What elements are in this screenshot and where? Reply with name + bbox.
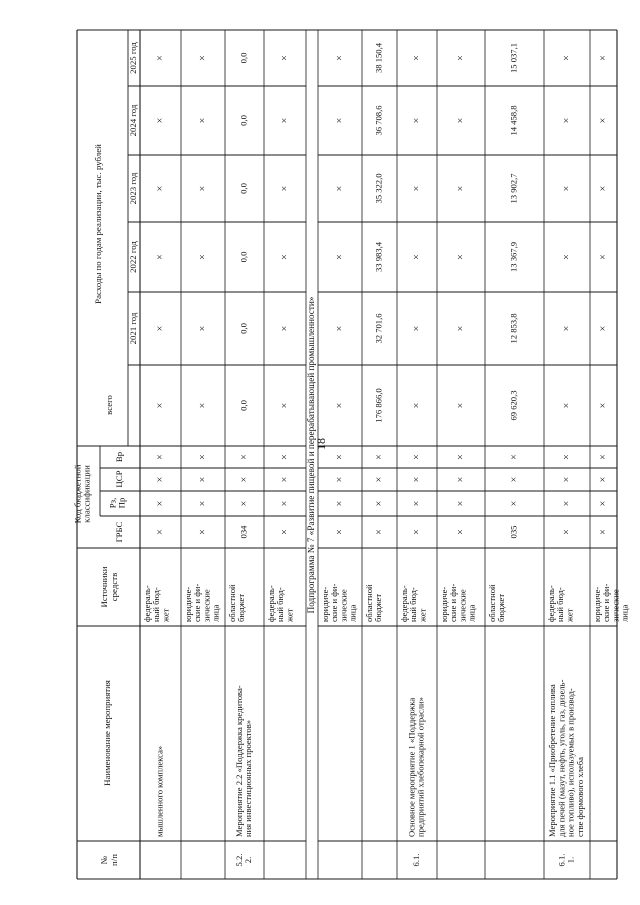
value-y2022-cell: 33 983,4 [373,241,384,273]
activity-name: мышленного комплекса» [154,745,165,837]
header-total: всего [104,395,115,415]
code-rzpr-cell: × [197,500,209,507]
value-y2022-cell: × [411,254,423,260]
header-code-group: Код бюджетной [72,464,83,524]
code-csr-cell: × [597,476,609,483]
value-y2025-cell: × [411,55,423,61]
value-y2025-cell: × [197,55,209,61]
code-csr-cell: × [197,476,209,483]
value-y2023-cell: × [561,185,573,192]
funding-source: жет [284,608,295,622]
funding-source: бюджет [373,593,384,622]
funding-source: ские и фи- [448,583,459,622]
header-rzpr: Рз, [107,497,118,509]
value-y2021-cell: 32 701,6 [373,313,384,344]
budget-table [72,30,629,879]
subprogram-title: Подпрограмма № 7 «Развитие пищевой и перерабатывающей промышленности» [306,296,317,614]
code-vr-cell: × [279,454,291,460]
code-vr-cell: × [455,454,467,460]
value-total-cell: 176 866,0 [373,388,384,423]
funding-source: ный бюд- [555,587,566,622]
value-y2024-cell: 14 458,8 [508,105,519,136]
value-y2021-cell: 12 853,8 [508,313,519,344]
value-y2022-cell: × [334,254,346,260]
activity-name: предприятий хлебопекарной отрасли» [415,697,426,837]
code-grbs-cell: × [561,529,573,535]
value-y2021-cell: × [561,325,573,332]
value-total-cell: × [279,402,291,409]
value-y2025-cell: × [334,55,346,61]
header-year-2022: 2022 год [128,241,139,273]
code-grbs-cell: × [197,529,209,535]
value-total-cell: × [154,402,166,409]
funding-source: бюджет [236,593,247,622]
funding-source: жет [564,608,575,622]
value-y2024-cell: × [561,117,573,124]
code-vr-cell: × [508,454,520,460]
value-y2023-cell: × [334,185,346,192]
code-rzpr-cell: × [279,500,291,507]
funding-source: ный бюд- [151,587,162,622]
code-rzpr-cell: × [597,500,609,507]
value-y2025-cell: × [597,55,609,61]
code-csr-cell: × [238,476,250,483]
header-year-2023: 2023 год [128,172,139,205]
code-csr-cell: × [508,476,520,483]
header-year-2024: 2024 год [128,104,139,137]
value-y2023-cell: × [154,185,166,192]
value-y2023-cell: × [455,185,467,192]
code-vr-cell: × [197,454,209,460]
value-y2025-cell: 0,0 [238,52,249,64]
header-num: № [99,855,110,865]
value-total-cell: 69 620,3 [508,390,519,421]
value-y2022-cell: 0,0 [238,251,249,263]
row-number: 6.1. [556,853,567,867]
value-y2024-cell: 0,0 [238,115,249,126]
funding-source: жет [160,608,171,622]
value-y2024-cell: × [279,117,291,124]
value-total-cell: × [455,402,467,409]
value-y2022-cell: × [197,254,209,260]
value-y2023-cell: × [279,185,291,192]
code-rzpr-cell: × [561,500,573,507]
value-y2025-cell: 38 150,4 [373,42,384,74]
funding-source: зические [338,589,349,622]
value-y2021-cell: × [455,325,467,332]
funding-source: юридиче- [438,586,449,622]
value-y2024-cell: × [597,117,609,124]
header-source: средств [108,572,119,602]
page-number: 18 [313,438,328,450]
code-rzpr-cell: × [373,500,385,507]
value-y2022-cell: × [455,254,467,260]
header-year-2021: 2021 год [128,312,139,345]
code-csr-cell: × [411,476,423,483]
code-vr-cell: × [411,454,423,460]
header-vr: Вр [114,451,125,463]
value-y2023-cell: × [411,185,423,192]
value-total-cell: × [597,402,609,409]
funding-source: областной [486,584,497,622]
value-y2023-cell: 35 322,0 [373,173,384,204]
value-y2023-cell: 13 902,7 [508,173,519,204]
code-csr-cell: × [279,476,291,483]
value-y2021-cell: 0,0 [238,323,249,334]
code-csr-cell: × [455,476,467,483]
code-grbs-cell: × [154,529,166,535]
activity-name: Основное мероприятие 1 «Поддержка [406,697,417,837]
header-rzpr: Пр [116,497,127,509]
value-y2021-cell: × [597,325,609,332]
funding-source: юридиче- [591,586,602,622]
value-y2025-cell: × [279,55,291,61]
header-num: п/п [108,854,119,866]
value-y2024-cell: × [455,117,467,124]
code-vr-cell: × [561,454,573,460]
funding-source: федераль- [265,585,276,622]
row-number: 1. [565,856,576,864]
value-y2022-cell: × [597,254,609,260]
funding-source: бюджет [496,593,507,622]
value-y2022-cell: × [154,254,166,260]
value-y2021-cell: × [197,325,209,332]
code-rzpr-cell: × [154,500,166,507]
funding-source: юридиче- [182,586,193,622]
activity-name: Мероприятие 1.1 «Приобретение топлива [546,684,557,837]
code-rzpr-cell: × [238,500,250,507]
code-vr-cell: × [154,454,166,460]
value-total-cell: × [411,402,423,409]
activity-name: ния инвестиционных проектов» [243,719,254,837]
row-number: 6.1. [410,853,421,867]
activity-name: ное топливо), используемых в производ- [565,688,576,837]
activity-name: стве формового хлеба [575,757,586,837]
row-number: 2. [243,856,254,864]
funding-source: лица [210,604,221,622]
funding-source: ный бюд- [275,587,286,622]
code-grbs-cell: × [411,529,423,535]
value-y2025-cell: 15 037,1 [508,42,519,74]
code-grbs-cell: 034 [238,525,249,539]
code-grbs-cell: × [455,529,467,535]
code-grbs-cell: × [279,529,291,535]
funding-source: ские и фи- [601,583,612,622]
funding-source: зические [201,589,212,622]
value-y2024-cell: × [154,117,166,124]
header-csr: ЦСР [114,470,125,488]
funding-source: федераль- [141,585,152,622]
value-y2021-cell: × [154,325,166,332]
value-total-cell: 0,0 [238,400,249,411]
funding-source: жет [417,608,428,622]
code-grbs-cell: 035 [508,525,519,539]
funding-source: областной [226,584,237,622]
header-name: Наименование мероприятия [102,680,113,786]
funding-source: областной [363,584,374,622]
value-total-cell: × [197,402,209,409]
header-year-2025: 2025 год [128,42,139,74]
code-vr-cell: × [597,454,609,460]
value-y2022-cell: 13 367,9 [508,241,519,273]
funding-source: лица [466,604,477,622]
value-y2025-cell: × [154,55,166,61]
code-grbs-cell: × [373,529,385,535]
value-y2021-cell: × [411,325,423,332]
value-y2024-cell: × [334,117,346,124]
code-csr-cell: × [561,476,573,483]
code-csr-cell: × [373,476,385,483]
code-vr-cell: × [373,454,385,460]
funding-source: ный бюд- [408,587,419,622]
value-y2022-cell: × [561,254,573,260]
funding-source: зические [457,589,468,622]
value-y2023-cell: × [197,185,209,192]
row-number: 5.2. [233,853,244,867]
code-rzpr-cell: × [334,500,346,507]
code-csr-cell: × [334,476,346,483]
value-y2021-cell: × [279,325,291,332]
funding-source: зические [610,589,621,622]
funding-source: ские и фи- [192,583,203,622]
value-y2025-cell: × [455,55,467,61]
value-y2024-cell: × [411,117,423,124]
value-y2024-cell: 36 708,6 [373,105,384,136]
header-code-group: классификации [81,465,92,523]
code-grbs-cell: × [597,529,609,535]
value-y2021-cell: × [334,325,346,332]
activity-name: для печей (мазут, нефть, уголь, газ, дизель- [556,679,567,837]
value-total-cell: × [561,402,573,409]
funding-source: лица [347,604,358,622]
code-csr-cell: × [154,476,166,483]
code-rzpr-cell: × [455,500,467,507]
funding-source: лица [619,604,630,622]
header-expenses-group: Расходы по годам реализации, тыс. рублей [93,144,104,304]
code-rzpr-cell: × [508,500,520,507]
header-source: Источники [99,566,110,608]
code-grbs-cell: × [334,529,346,535]
activity-name: Мероприятие 2.2 «Поддержка кредитова- [233,685,244,837]
header-grbs: ГРБС [114,521,125,543]
code-rzpr-cell: × [411,500,423,507]
code-vr-cell: × [334,454,346,460]
funding-source: федераль- [398,585,409,622]
code-vr-cell: × [238,454,250,460]
funding-source: юридиче- [319,586,330,622]
value-y2025-cell: × [561,55,573,61]
value-y2023-cell: × [597,185,609,192]
funding-source: ские и фи- [329,583,340,622]
value-y2022-cell: × [279,254,291,260]
value-y2024-cell: × [197,117,209,124]
value-total-cell: × [334,402,346,409]
funding-source: федераль- [545,585,556,622]
value-y2023-cell: 0,0 [238,183,249,194]
